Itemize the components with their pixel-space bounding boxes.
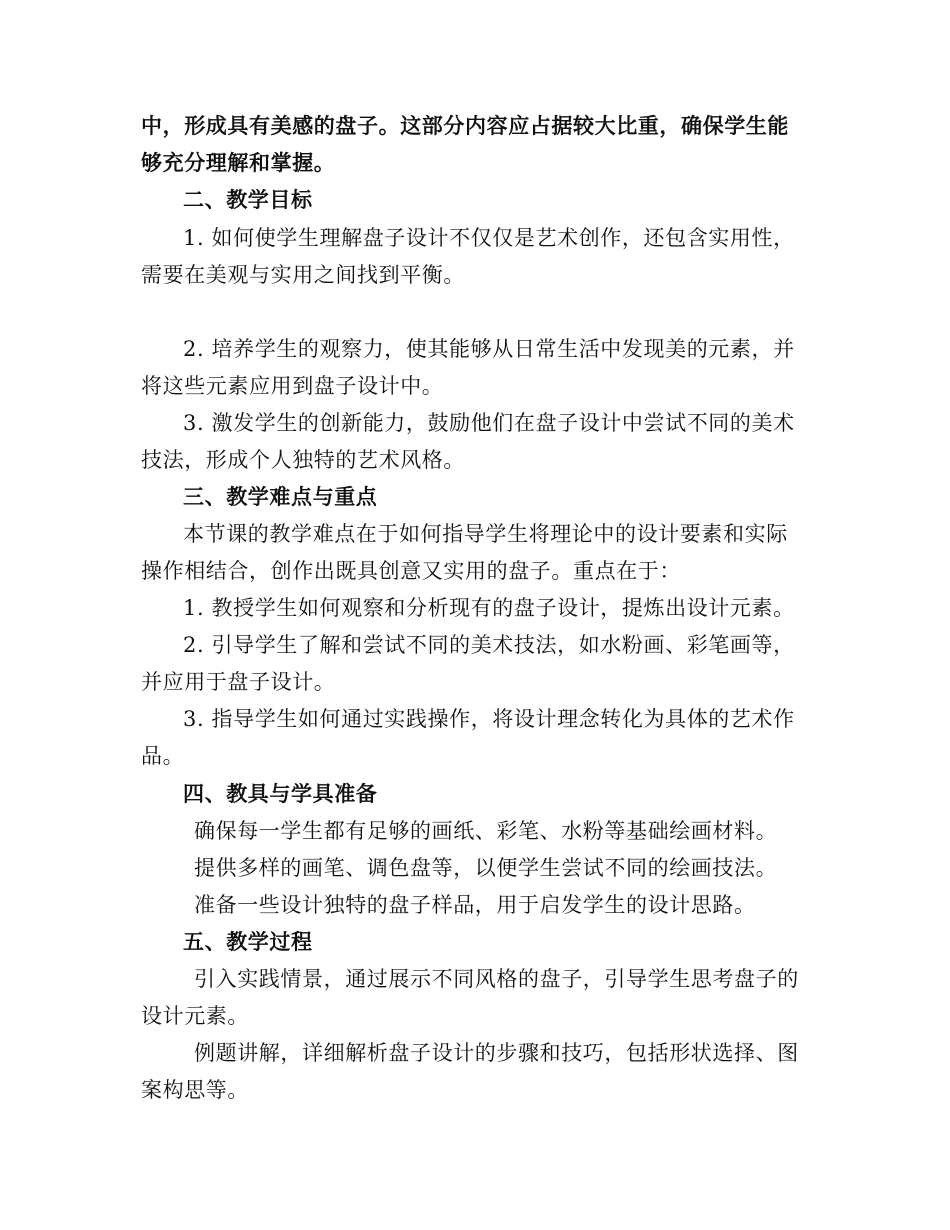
paragraph-line: 案构思等。 xyxy=(141,1078,249,1102)
list-item: 2. 引导学生了解和尝试不同的美术技法，如水粉画、彩笔画等， xyxy=(183,633,795,657)
list-item: 准备一些设计独特的盘子样品，用于启发学生的设计思路。 xyxy=(194,893,756,917)
paragraph-line: 中，形成具有美感的盘子。这部分内容应占据较大比重，确保学生能 xyxy=(141,113,789,138)
list-item: 确保每一学生都有足够的画纸、彩笔、水粉等基础绘画材料。 xyxy=(194,819,778,843)
section-heading: 四、教具与学具准备 xyxy=(183,781,378,806)
paragraph-line: 品。 xyxy=(141,744,185,768)
paragraph-line: 本节课的教学难点在于如何指导学生将理论中的设计要素和实际 xyxy=(183,522,788,546)
list-item: 3. 指导学生如何通过实践操作，将设计理念转化为具体的艺术作 xyxy=(183,707,795,731)
list-item: 提供多样的画笔、调色盘等，以便学生尝试不同的绘画技法。 xyxy=(194,856,778,880)
list-item: 引入实践情景，通过展示不同风格的盘子，引导学生思考盘子的 xyxy=(194,967,799,991)
paragraph-line: 将这些元素应用到盘子设计中。 xyxy=(141,374,444,398)
section-heading: 三、教学难点与重点 xyxy=(183,484,378,509)
list-item: 1. 教授学生如何观察和分析现有的盘子设计，提炼出设计元素。 xyxy=(183,596,795,620)
paragraph-line: 需要在美观与实用之间找到平衡。 xyxy=(141,263,465,287)
paragraph-line: 够充分理解和掌握。 xyxy=(141,150,336,175)
paragraph-line: 设计元素。 xyxy=(141,1004,249,1028)
paragraph-line: 操作相结合，创作出既具创意又实用的盘子。重点在于： xyxy=(141,559,681,583)
list-item: 例题讲解，详细解析盘子设计的步骤和技巧，包括形状选择、图 xyxy=(194,1041,799,1065)
section-heading: 五、教学过程 xyxy=(183,929,313,954)
section-heading: 二、教学目标 xyxy=(183,187,313,212)
list-item: 1. 如何使学生理解盘子设计不仅仅是艺术创作，还包含实用性， xyxy=(183,226,795,250)
paragraph-line: 并应用于盘子设计。 xyxy=(141,670,336,694)
list-item: 3. 激发学生的创新能力，鼓励他们在盘子设计中尝试不同的美术 xyxy=(183,411,795,435)
list-item: 2. 培养学生的观察力，使其能够从日常生活中发现美的元素，并 xyxy=(183,337,795,361)
paragraph-line: 技法，形成个人独特的艺术风格。 xyxy=(141,448,465,472)
